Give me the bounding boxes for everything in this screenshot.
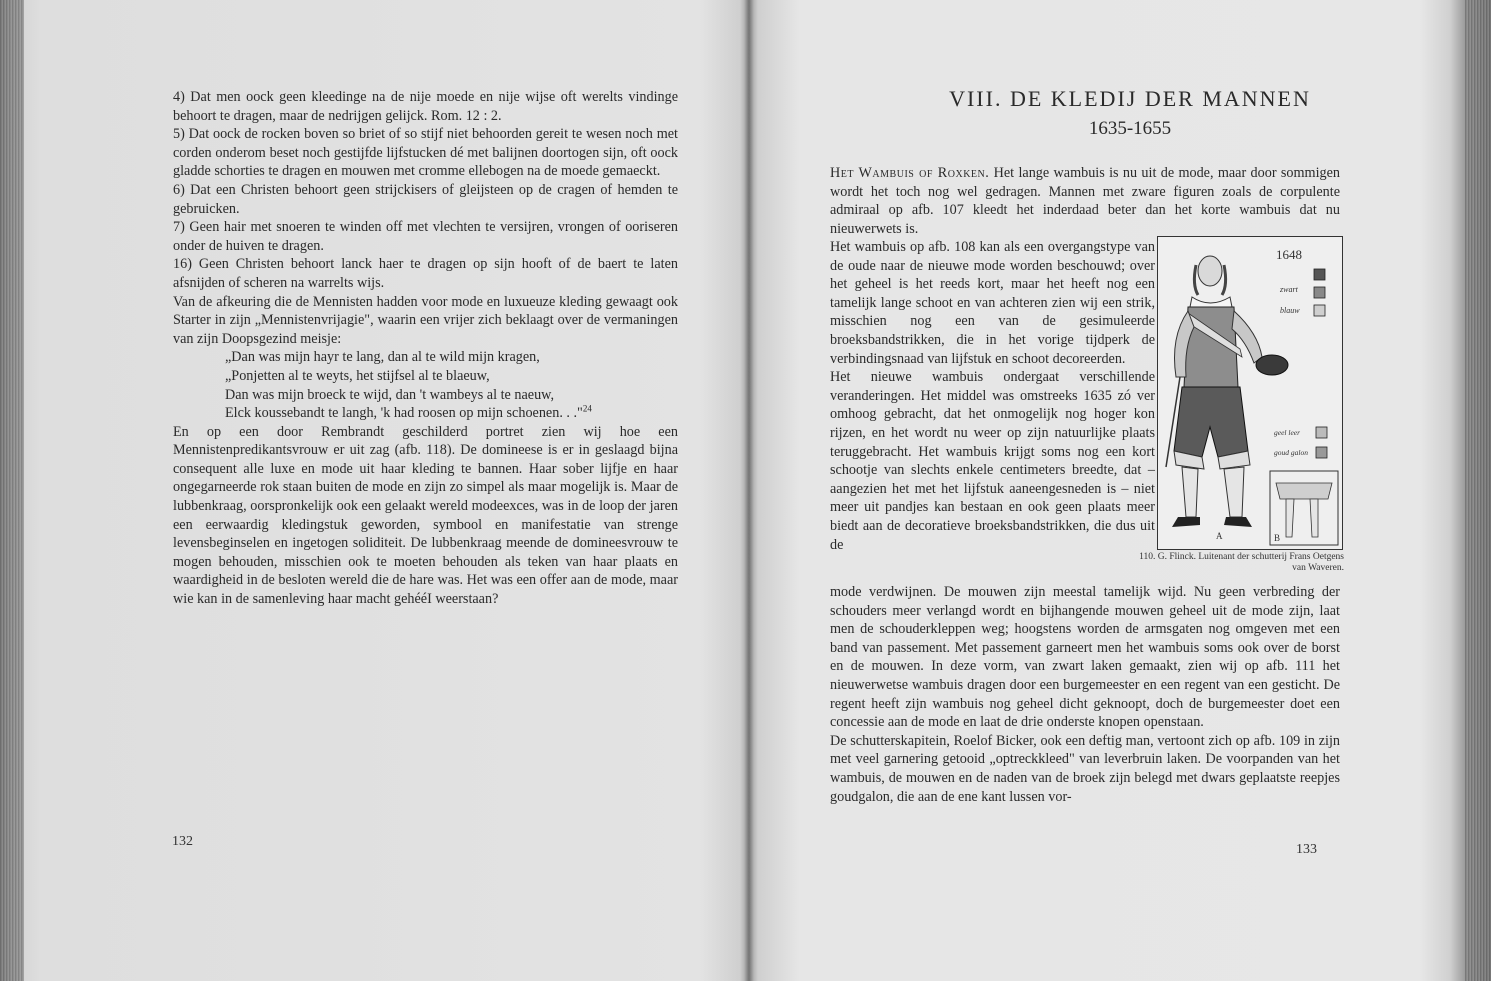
- legend-geel-leer: geel leer: [1274, 428, 1301, 437]
- quote-line: Dan was mijn broeck te wijd, dan 't wambeys al te naeuw,: [225, 386, 555, 403]
- left-page-edges: [0, 0, 24, 981]
- right-page: [760, 0, 1450, 981]
- chapter-title: VIII. DE KLEDIJ DER MANNEN: [949, 86, 1311, 111]
- intro-text: Het lange wambuis is nu uit de mode, maar door sommigen wordt het toch nog wel gedragen. Mannen met zware figuren zoals de corpulente admiraal op afb. 107 kleedt het inderdaad beter dan het korte wambuis dat nu nieuwerwets is.: [830, 165, 1340, 237]
- paragraph: Het nieuwe wambuis ondergaat verschillende veranderingen. Het middel was omstreeks 1635 zó ver omhoog gebracht, dat het onmogelijk nog hoger kon rijzen, en het wordt nu weer op zijn natuurlijke plaats teruggebracht. Het wambuis krijgt soms nog een kort schootje van slechts enkele centimeters breedte, dat – aangezien het met het lijfstuk aaneengesneden is – niet meer uit pandjes kan bestaan en ook geen plaats meer biedt aan de decoratieve broeksbandstrikken, die dus uit de: [830, 369, 1155, 553]
- figure-year: 1648: [1276, 247, 1302, 262]
- paragraph: 7) Geen hair met snoeren te winden off met vlechten te versijren, vrongen of ooriseren onder de huiven te dragen.: [173, 219, 678, 254]
- page-number-left: 132: [172, 834, 193, 849]
- left-page: [40, 0, 740, 981]
- book-gutter: [744, 0, 754, 981]
- paragraph: Van de afkeuring die de Mennisten hadden voor mode en luxueuze kleding gewaagt ook Starter in zijn „Mennistenvrijagie", waarin een vrijer zich beklaagt over de vermaningen van zijn Doopsgezind meisje:: [173, 293, 678, 347]
- paragraph: mode verdwijnen. De mouwen zijn meestal tamelijk wijd. Nu geen verbreding der schouders meer verlangd wordt en bijhangende mouwen geheel uit de mode zijn, laat men de schouderkleppen weg; hoogstens worden de armsgaten nog omgeven met een band van passement. Met passement garneert men het wambuis soms ook over de borst en de mouwen. In deze vorm, van zwart laken gemaakt, zien wij op afb. 111 het nieuwerwetse wambuis dragen door een burgemeester en een regent van een gesticht. De regent heeft zijn wambuis nog geheel dicht geknoopt, doch de burgemeester doet een concessie aan de mode en laat de drie onderste knopen openstaan.: [830, 584, 1340, 731]
- paragraph: De schutterskapitein, Roelof Bicker, ook een deftig man, vertoont zich op afb. 109 in zijn met veel garnering getooid „optreckkleed" van leverbruin laken. De voorpanden van het wambuis, de mouwen en de naden van de broek zijn belegd met dwars geplaatste reepjes goudgalon, die aan de ene kant lussen vor-: [830, 732, 1340, 805]
- paragraph: En op een door Rembrandt geschilderd portret zien wij hoe een Mennistenpredikantsvrouw er uit zag (afb. 118). De domineese is er in geslaagd bijna consequent alle luxe en mode uit haar kleding te bannen. Haar sober lijfje en haar ongegarneerde rok staan buiten de mode en zijn zo simpel als maar mogelijk is. Maar de lubbenkraag, oorspronkelijk ook een gelaakt wereld modeexces, was in de loop der jaren een eerwaardig kledingstuk geworden, symbool en manifestatie van strenge levensbeginselen en ingetogen soliditeit. De lubbenkraag meende de domineesvrouw te mogen behouden, misschien ook te moeten behouden als teken van haar plaats en waardigheid in de besloten wereld die de hare was. Het was een offer aan de mode, maar wie kan in de samenleving haar macht gehééI weerstaan?: [173, 423, 678, 608]
- costume-illustration: [1157, 236, 1343, 550]
- legend-zwart: zwart: [1280, 285, 1298, 294]
- figure-caption: 110. G. Flinck. Luitenant der schutterij Frans Oetgens van Waveren.: [1139, 552, 1344, 573]
- left-page-body: [173, 88, 678, 609]
- legend-goud-galon: goud galon: [1274, 448, 1308, 457]
- paragraph: 16) Geen Christen behoort lanck haer te dragen op sijn hooft of de baert te laten afsnijden of scheren na warrelts wijs.: [173, 256, 678, 291]
- paragraph: 6) Dat een Christen behoort geen strijckisers of gleijsteen op de cragen of hemden te gebruicken.: [173, 181, 678, 217]
- quote-line-text: Elck koussebandt te langh, 'k had roosen op mijn schoenen. . .": [225, 405, 583, 422]
- legend-blauw: blauw: [1280, 306, 1300, 315]
- intro-paragraph: [830, 164, 1340, 238]
- quote-line-last: [173, 404, 678, 423]
- quote-line: „Ponjetten al te weyts, het stijfsel al te blaeuw,: [225, 367, 490, 384]
- right-page-edges: [1465, 0, 1491, 981]
- figure-label-b: B: [1274, 533, 1281, 543]
- lieutenant-figure-drawing: [1158, 237, 1342, 549]
- paragraph: 4) Dat men oock geen kleedinge na de nije moede en nije wijse oft werelts vindinge behoort te dragen, maar de nedrijgen gelijck. Rom. 12 : 2.: [173, 89, 678, 124]
- paragraph: Het wambuis op afb. 108 kan als een overgangstype van de oude naar de nieuwe mode worden beschouwd; over het geheel is het reeds kort, maar het heeft nog een tamelijk lange schoot en van achteren zien wij een strik, misschien nog een van de gesimuleerde broeksbandstrikken, die in het vorige tijdperk de verbindingsnaad van lijfstuk en schoot decoreerden.: [830, 239, 1155, 367]
- quote-line: „Dan was mijn hayr te lang, dan al te wild mijn kragen,: [225, 349, 540, 366]
- right-page-body-bottom: [830, 583, 1340, 806]
- section-heading: Het Wambuis of Roxken.: [830, 165, 990, 181]
- chapter-years: 1635-1655: [1088, 118, 1172, 139]
- page-number-right: 133: [1296, 842, 1317, 857]
- wrap-text: [830, 238, 1155, 554]
- paragraph: 5) Dat oock de rocken boven so briet of so stijf niet behoorden gereit te wesen noch met corden onderom beset noch gestijfde lijfstucken dé met balijnen doortogen sijn, oft oock gladde schorties te dragen en mouwen met cromme ellebogen na de moede gemaeckt.: [173, 126, 678, 180]
- figure-label-a: A: [1216, 531, 1223, 541]
- footnote-ref: 24: [582, 403, 592, 414]
- verse-quote: [173, 348, 678, 422]
